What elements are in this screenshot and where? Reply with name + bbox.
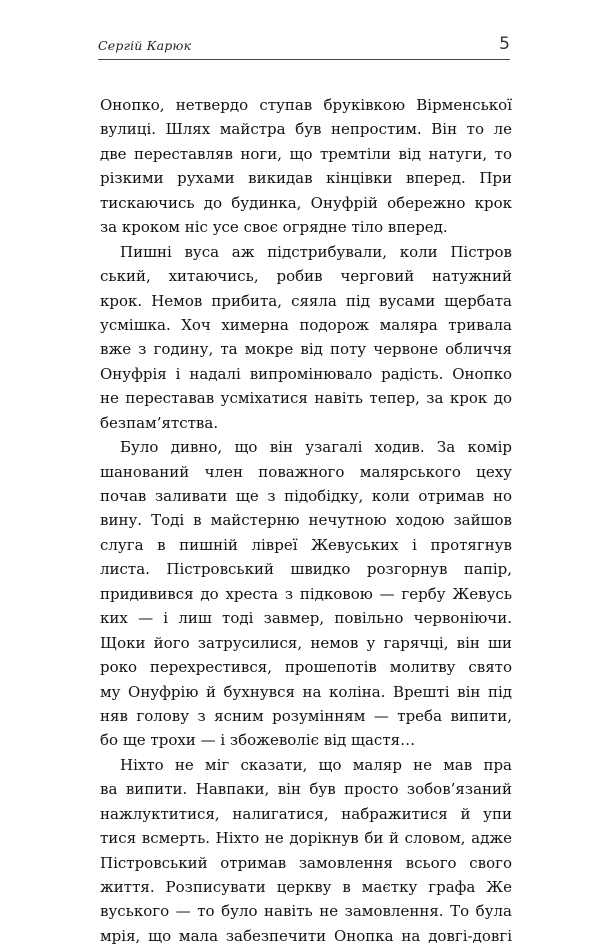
text-line: Щоки його затрусилися, немов у гарячці, він ши [100,633,512,652]
text-line: за кроком ніс усе своє огрядне тіло вперед. [100,218,448,237]
running-head-author: Сергій Карюк [98,38,192,53]
text-line: почав заливати ще з підобідку, коли отримав но [100,487,512,505]
text-line: життя. Розписувати церкву в маєтку графа Же [100,878,512,896]
text-line: ва випити. Навпаки, він був просто зобов’язаний [100,780,512,799]
text-line: няв голову з ясним розумінням — треба випити, [100,706,512,725]
text-line: Пістровський отримав замовлення всього свого [100,853,512,872]
text-line: ких — і лиш тоді завмер, повільно червоніючи. [100,609,512,628]
text-line: ський, хитаючись, робив черговий натужний [100,267,512,286]
text-line: две переставляв ноги, що тремтіли від натуги, то [100,144,512,163]
text-line: нажлуктитися, налигатися, набражитися й упи [100,804,512,823]
text-line: Ніхто не міг сказати, що маляр не мав пра [120,755,512,774]
header-rule [98,59,510,60]
text-line: слуга в пишній лівреї Жевуських і протягнув [100,535,512,554]
text-line: різкими рухами викидав кінцівки вперед. При [100,169,512,188]
text-line: му Онуфрію й бухнувся на коліна. Врешті він під [100,682,512,701]
text-line: вуського — то було навіть не замовлення. То була [100,902,512,921]
text-line: безпам’ятства. [100,413,219,432]
text-line: шанований член поважного малярського цеху [100,462,512,481]
page-number: 5 [499,34,510,54]
text-line: листа. Пістровський швидко розгорнув папір, [100,560,512,579]
text-line: Онуфрія і надалі випромінювало радість. Онопко [100,364,512,383]
body-text [100,93,512,948]
text-line: Онопко, нетвердо ступав бруківкою Вірменської [100,96,512,114]
page-header [98,34,510,64]
text-line: вже з годину, та мокре від поту червоне обличчя [100,340,512,359]
text-line: Було дивно, що він узагалі ходив. За комір [120,438,512,457]
text-line: крок. Немов прибита, сяяла під вусами щербата [100,291,512,310]
text-line: роко перехрестився, прошепотів молитву свято [100,658,512,677]
text-line: мрія, що мала забезпечити Онопка на довгі-довгі [100,926,512,945]
text-line: тися всмерть. Ніхто не дорікнув би й словом, адже [100,829,512,848]
text-line: усмішка. Хоч химерна подорож маляра тривала [100,315,512,334]
text-line: не переставав усміхатися навіть тепер, за крок до [100,389,512,408]
text-line: тискаючись до будинка, Онуфрій обережно крок [100,193,512,212]
text-line: придивився до хреста з підковою — гербу Жевусь [100,584,512,603]
text-line: вулиці. Шлях майстра був непростим. Він то ле [100,120,512,139]
text-line: бо ще трохи — і збожеволіє від щастя… [100,731,416,750]
text-line: вину. Тоді в майстерню нечутною ходою зайшов [100,511,512,530]
text-line: Пишні вуса аж підстрибували, коли Пістров [120,242,512,261]
